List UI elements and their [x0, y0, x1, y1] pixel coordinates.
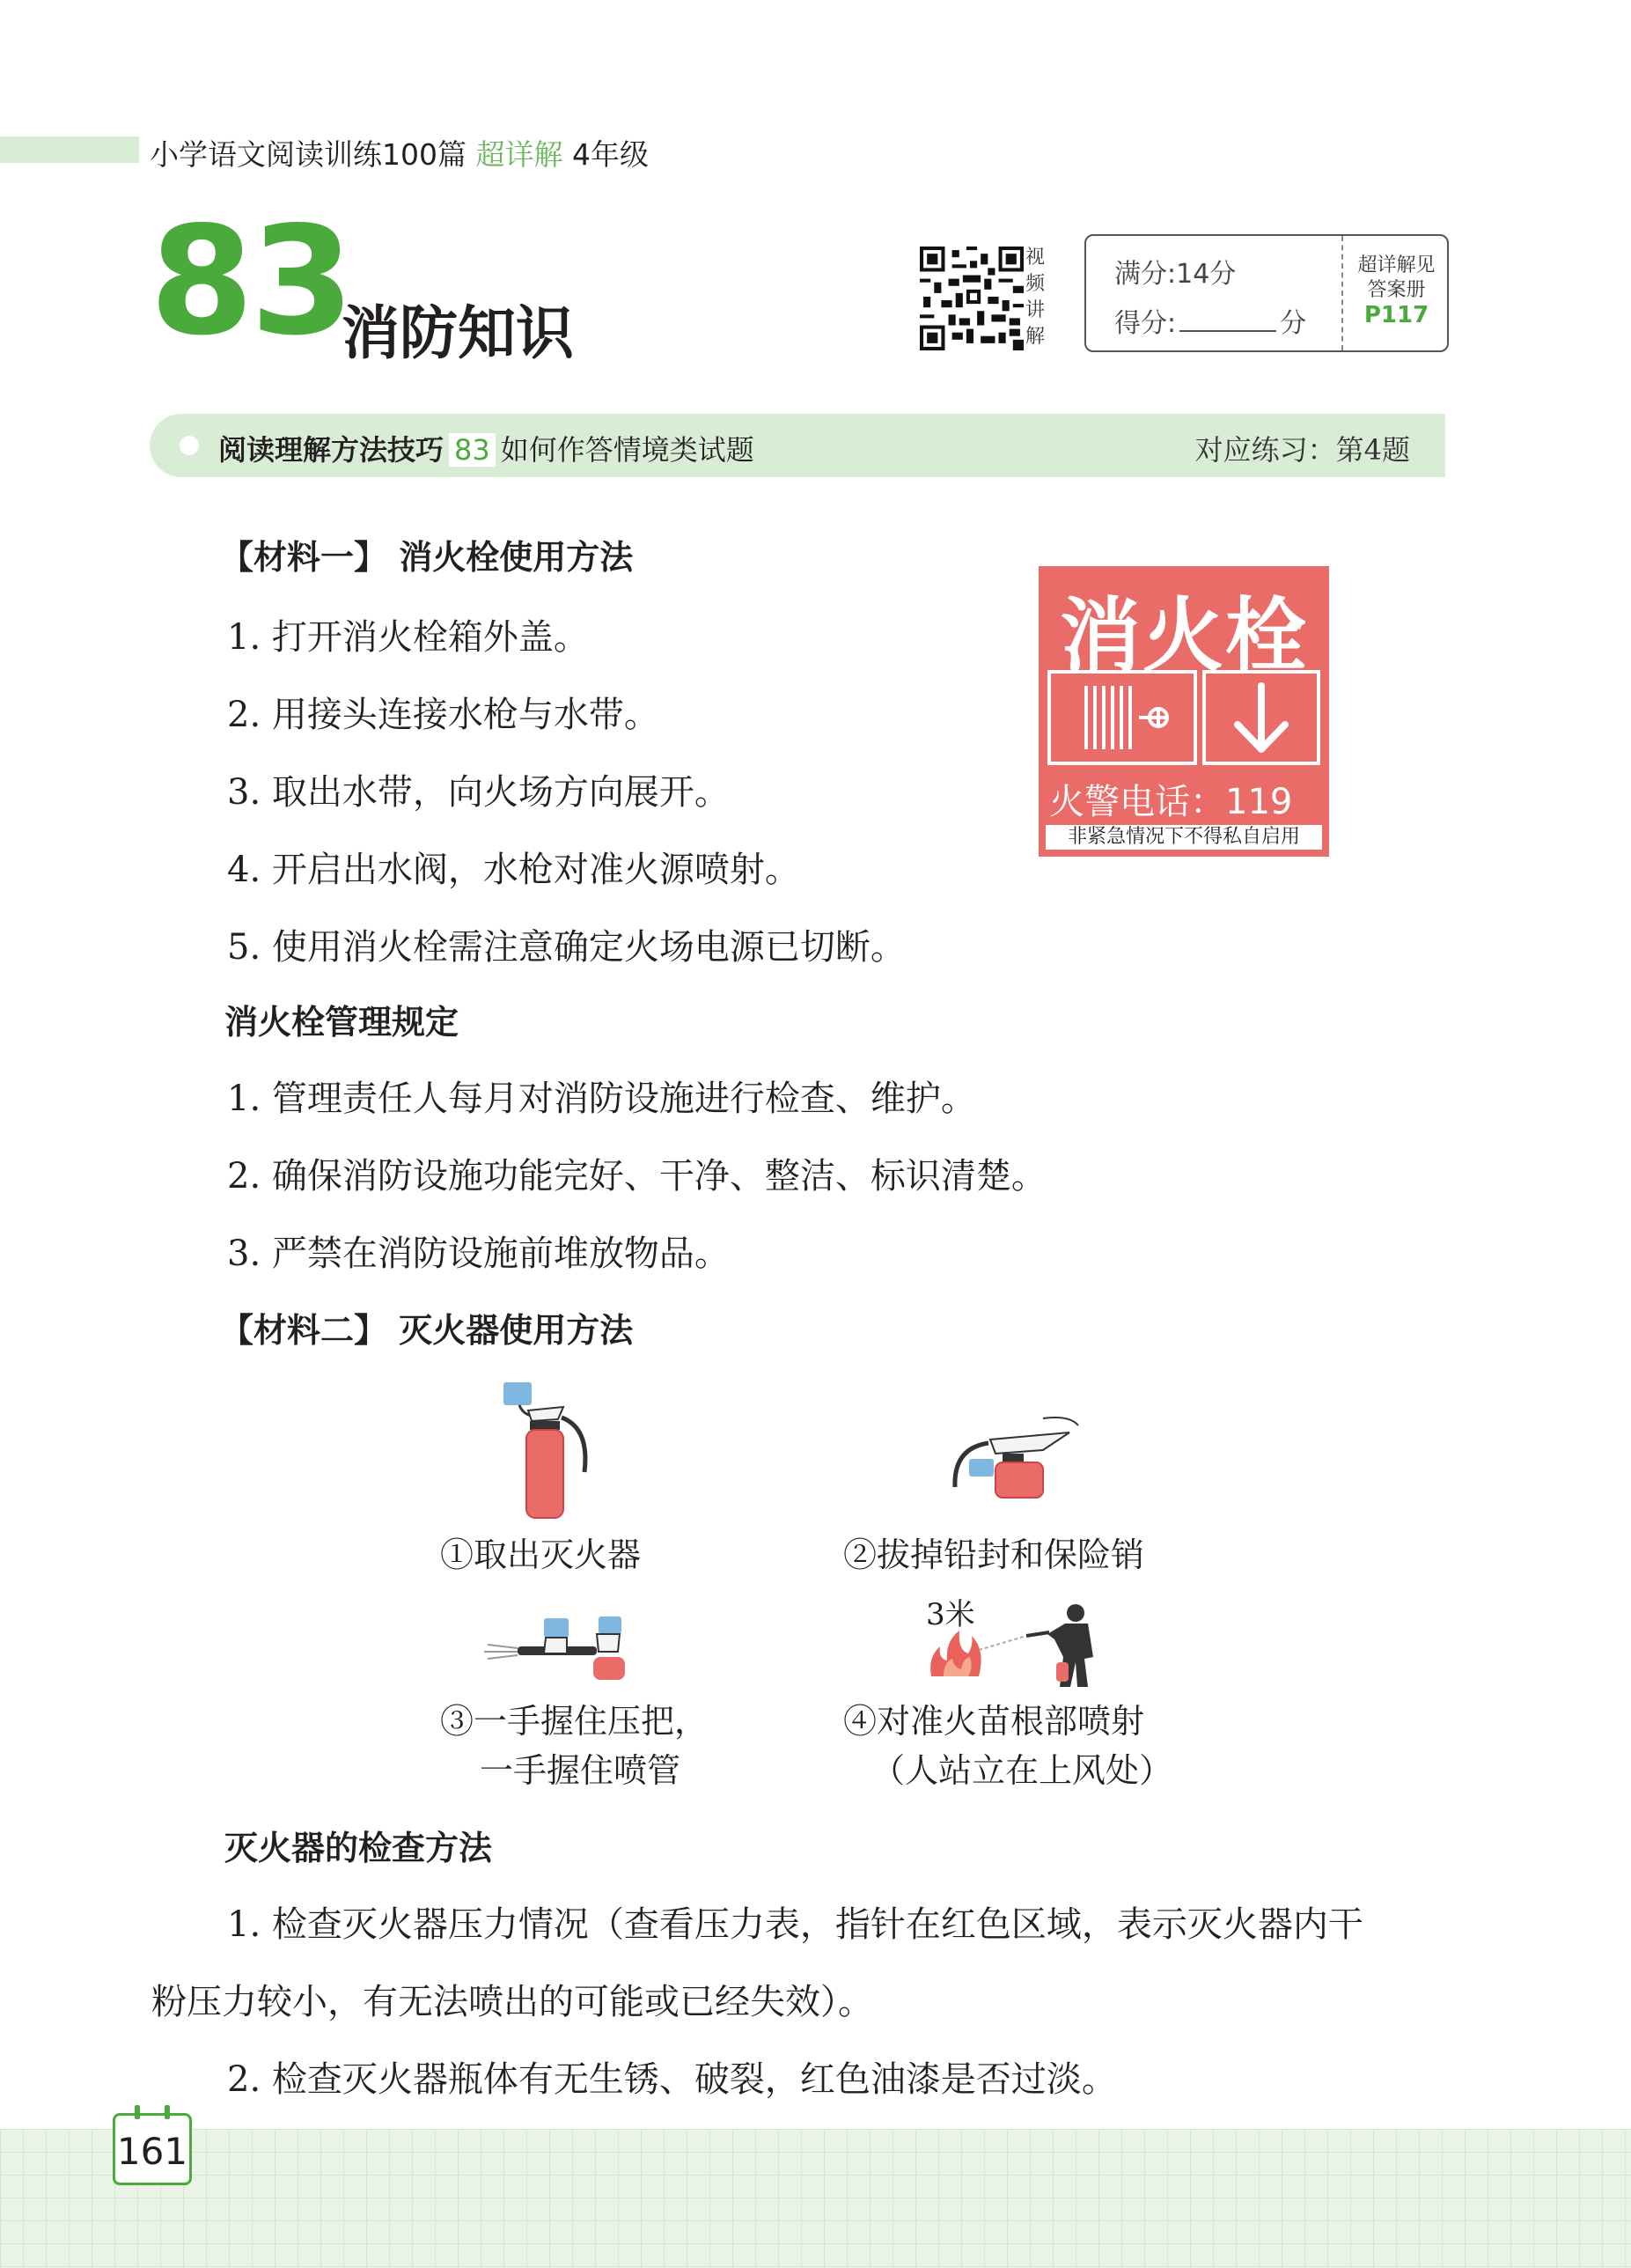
extinguisher-take-icon [493, 1375, 616, 1525]
hydrant-sign [1039, 566, 1329, 857]
bullet-dot [180, 436, 199, 455]
ext-step-4: ④对准火苗根部喷射 [843, 1702, 1145, 1741]
hydrant-rule-1: 1. 管理责任人每月对消防设施进行检查、维护。 [227, 1079, 976, 1119]
ext-step-4-line2: （人站立在上风处） [871, 1751, 1173, 1790]
practice-reference: 对应练习：第4题 [1194, 433, 1410, 467]
ext-step-1: ①取出灭火器 [440, 1535, 642, 1574]
qr-code-icon[interactable] [920, 247, 1024, 350]
method-topic: 如何作答情境类试题 [500, 433, 754, 467]
hydrant-step-1: 1. 打开消火栓箱外盖。 [227, 617, 589, 658]
lesson-number: 83 [150, 195, 351, 369]
ext-step-3: ③一手握住压把， [440, 1702, 709, 1741]
page-number-box [113, 2113, 192, 2185]
lesson-title: 消防知识 [342, 299, 574, 367]
check-2: 2. 检查灭火器瓶体有无生锈、破裂，红色油漆是否过淡。 [227, 2059, 1117, 2100]
method-title: 阅读理解方法技巧 83 如何作答情境类试题 [218, 433, 754, 467]
down-arrow-icon [1202, 670, 1320, 765]
hydrant-rule-2: 2. 确保消防设施功能完好、干净、整洁、标识清楚。 [227, 1156, 1047, 1197]
hydrant-step-2: 2. 用接头连接水枪与水带。 [227, 695, 659, 735]
method-number: 83 [449, 433, 496, 467]
spray-distance: 3米 [926, 1597, 975, 1632]
hydrant-step-4: 4. 开启出水阀，水枪对准火源喷射。 [227, 850, 800, 890]
sign-note: 非紧急情况下不得私自启用 [1046, 825, 1322, 850]
material2-heading: 【材料二】 灭火器使用方法 [220, 1311, 634, 1350]
check-1-line2: 粉压力较小，有无法喷出的可能或已经失效）。 [151, 1982, 873, 2022]
full-score: 满分:14分 [1114, 259, 1237, 290]
pull-pin-icon [955, 1418, 1078, 1498]
hose-reel-icon [1047, 670, 1197, 765]
hydrant-rules-heading: 消火栓管理规定 [224, 1003, 459, 1042]
check-heading: 灭火器的检查方法 [224, 1829, 493, 1867]
running-header [150, 132, 649, 173]
hydrant-step-3: 3. 取出水带，向火场方向展开。 [227, 772, 730, 813]
answer-page: P117 [1363, 302, 1429, 328]
grip-handle-icon [482, 1613, 632, 1683]
score-divider [1341, 236, 1343, 350]
hydrant-rule-3: 3. 严禁在消防设施前堆放物品。 [227, 1233, 730, 1274]
book-title: 小学语文阅读训练100篇 [150, 137, 467, 172]
ext-step-2: ②拔掉铅封和保险销 [843, 1535, 1145, 1574]
sign-title: 消火栓 [1059, 589, 1308, 683]
spray-fire-icon [924, 1595, 1100, 1692]
hydrant-step-5: 5. 使用消火栓需注意确定火场电源已切断。 [227, 927, 906, 968]
score-field[interactable]: 得分: 分 [1114, 308, 1307, 339]
answer-reference: 超详解见答案册 P117 [1346, 254, 1447, 328]
method-banner [150, 414, 1445, 477]
material1-heading: 【材料一】 消火栓使用方法 [220, 538, 634, 577]
fire-phone: 火警电话：119 [1049, 782, 1293, 822]
page-number: 161 [116, 2130, 188, 2173]
check-1-line1: 1. 检查灭火器压力情况（查看压力表，指针在红色区域，表示灭火器内干 [227, 1904, 1363, 1945]
video-label: 视频讲解 [1025, 247, 1046, 348]
ext-step-3-line2: 一手握住喷管 [480, 1751, 681, 1790]
score-box [1084, 234, 1449, 352]
header-strip [0, 136, 139, 163]
grade-label: 4年级 [572, 137, 649, 172]
calendar-rings-icon [129, 2105, 175, 2119]
footer-grid [0, 2129, 1631, 2268]
series-name: 超详解 [475, 137, 563, 172]
